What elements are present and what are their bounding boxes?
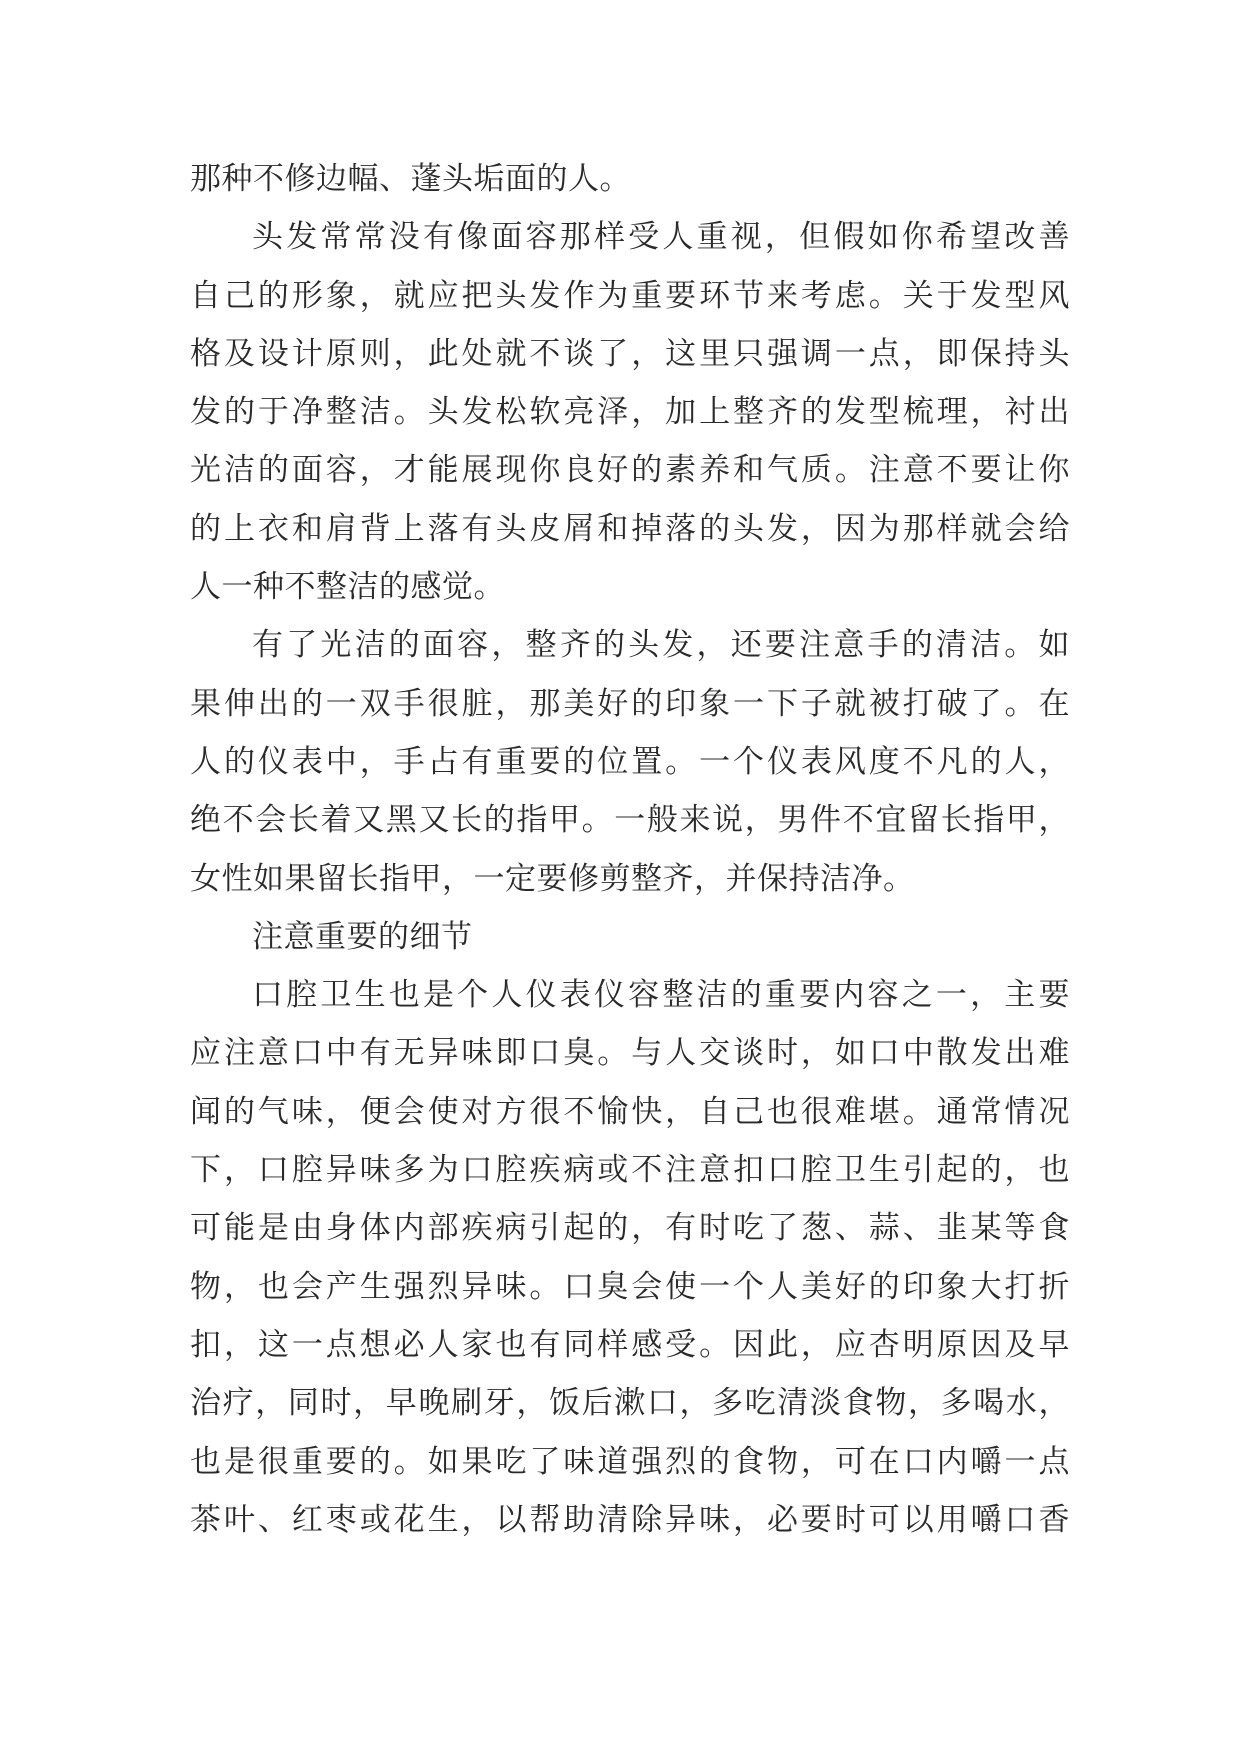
text-line: 茶叶、红枣或花生，以帮助清除异味，必要时可以用嚼口香: [190, 1501, 1070, 1538]
text-line: 人的仪表中，手占有重要的位置。一个仪表风度不凡的人，: [190, 743, 1070, 780]
text-line: 的上衣和肩背上落有头皮屑和掉落的头发，因为那样就会给: [190, 510, 1070, 547]
text-line: 发的于净整洁。头发松软亮泽，加上整齐的发型梳理，衬出: [190, 394, 1070, 431]
text-line: 物，也会产生强烈异味。口臭会使一个人美好的印象大打折: [190, 1268, 1070, 1305]
document-body: [190, 150, 1070, 1549]
text-line: 下，口腔异味多为口腔疾病或不注意扣口腔卫生引起的，也: [190, 1152, 1070, 1189]
text-line: 绝不会长着又黑又长的指甲。一般来说，男件不宜留长指甲，: [190, 802, 1070, 839]
text-line: 扣，这一点想必人家也有同样感受。因此，应杏明原因及早: [190, 1326, 1070, 1363]
text-line: 果伸出的一双手很脏，那美好的印象一下子就被打破了。在: [190, 685, 1070, 722]
paragraph-start-line: 口腔卫生也是个人仪表仪容整洁的重要内容之一，主要: [252, 977, 1070, 1014]
section-heading: 注意重要的细节: [252, 918, 473, 955]
text-line: 人一种不整洁的感觉。: [190, 569, 505, 606]
paragraph-start-line: 有了光洁的面容，整齐的头发，还要注意手的清洁。如: [252, 627, 1070, 664]
text-line: 那种不修边幅、蓬头垢面的人。: [190, 161, 631, 197]
text-line: 光洁的面容，才能展现你良好的素养和气质。注意不要让你: [190, 452, 1070, 489]
text-line: 也是很重要的。如果吃了味道强烈的食物，可在口内嚼一点: [190, 1443, 1070, 1480]
paragraph-start-line: 头发常常没有像面容那样受人重视，但假如你希望改善: [252, 219, 1070, 256]
text-line: 格及设计原则，此处就不谈了，这里只强调一点，即保持头: [190, 335, 1070, 372]
text-line: 应注意口中有无异味即口臭。与人交谈时，如口中散发出难: [190, 1035, 1070, 1072]
text-line: 可能是由身体内部疾病引起的，有时吃了葱、蒜、韭某等食: [190, 1210, 1070, 1247]
text-line: 女性如果留长指甲，一定要修剪整齐，并保持洁净。: [190, 860, 915, 897]
text-line: 自己的形象，就应把头发作为重要环节来考虑。关于发型风: [190, 277, 1070, 314]
text-line: 治疗，同时，早晚刷牙，饭后漱口，多吃清淡食物，多喝水，: [190, 1385, 1070, 1422]
text-line: 闻的气味，便会使对方很不愉快，自己也很难堪。通常情况: [190, 1093, 1070, 1130]
